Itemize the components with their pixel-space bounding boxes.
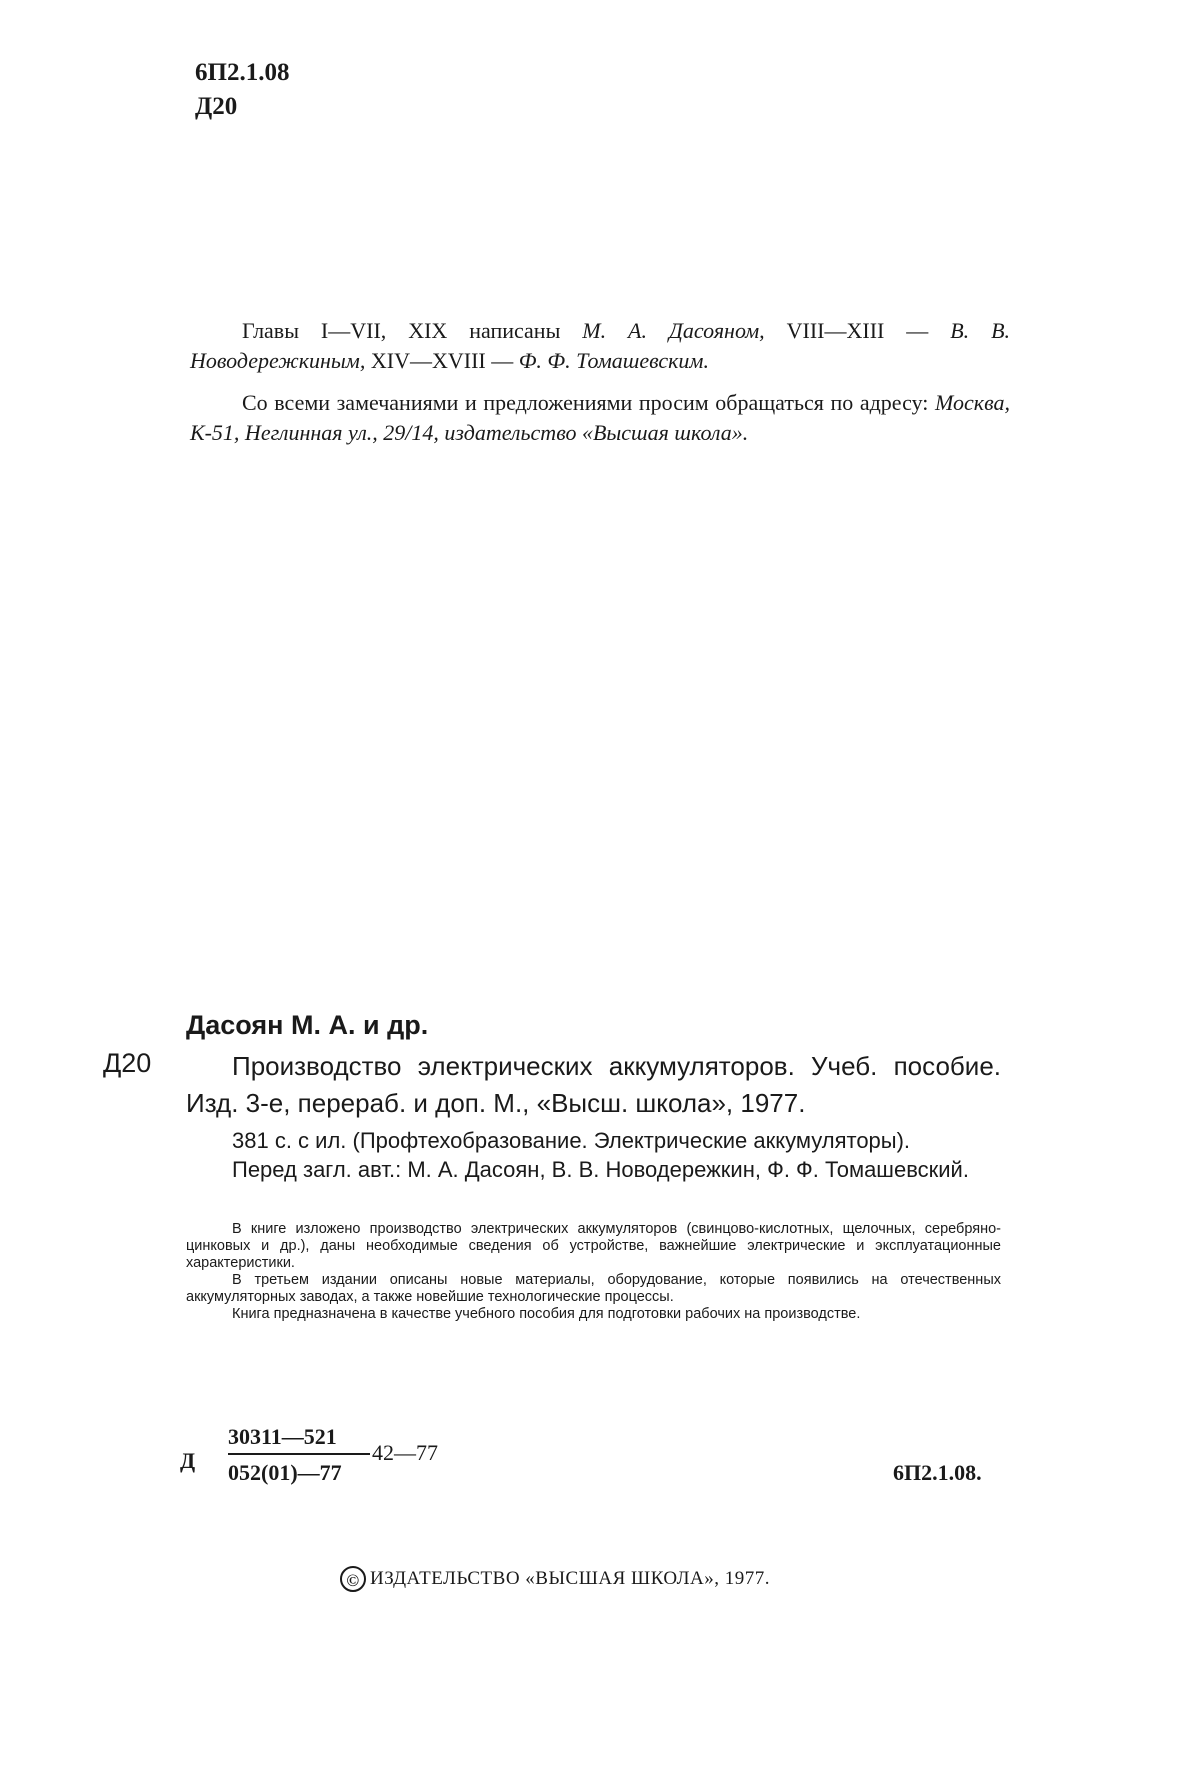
catalog-pages-series: 381 с. с ил. (Профтехобразование. Электрические аккумуляторы).: [232, 1128, 911, 1153]
copyright-line: [340, 1566, 770, 1592]
annotation-paragraph-2: В третьем издании описаны новые материалы, оборудование, которые появились на отечественных аккумуляторных заводах, а также новейшие технологические процессы.: [186, 1272, 1001, 1305]
credits-text-1: Главы I—VII, XIX написаны: [242, 318, 583, 343]
credits-text-3: XIV—XVIII —: [365, 348, 519, 373]
catalog-title: Производство электрических аккумуляторов. Учеб. пособие. Изд. 3-е, перераб. и доп. М., «Высш. школа», 1977.: [186, 1051, 1001, 1118]
copyright-text: ИЗДАТЕЛЬСТВО «ВЫСШАЯ ШКОЛА», 1977.: [370, 1568, 771, 1589]
catalog-authors-note: Перед загл. авт.: М. А. Дасоян, В. В. Новодережкин, Ф. Ф. Томашевский.: [232, 1157, 969, 1182]
fraction-line: [228, 1453, 370, 1455]
credits-block: [190, 316, 1010, 460]
publisher-address: Москва, К-51, Неглинная ул., 29/14, издательство «Высшая школа».: [190, 390, 1010, 445]
index-letter: Д: [180, 1448, 196, 1473]
udc-code: 6П2.1.08: [195, 59, 290, 86]
credits-text-2: VIII—XIII —: [764, 318, 951, 343]
author-3: Ф. Ф. Томашевским.: [518, 348, 709, 373]
annotation-paragraph-1: В книге изложено производство электрических аккумуляторов (свинцово-кислотных, щелочных, серебряно-цинковых и др.), даны необходимые сведения об устройстве, важнейшие электрические и эксплуатационные характеристики.: [186, 1221, 1001, 1271]
copyright-icon: ©: [340, 1566, 366, 1592]
udc-block: [195, 56, 289, 124]
catalog-code: Д20: [103, 1048, 152, 1078]
annotation-paragraph-3: Книга предназначена в качестве учебного пособия для подготовки рабочих на производстве.: [232, 1306, 861, 1322]
udc-code-right: 6П2.1.08.: [893, 1460, 982, 1485]
author-2: В. В. Новодережкиным,: [190, 318, 1011, 373]
annotation: [186, 1221, 1001, 1323]
catalog-meta: [186, 1126, 1001, 1184]
index-numerator: 30311—521: [228, 1424, 337, 1449]
catalog-author: Дасоян М. А. и др.: [186, 1010, 429, 1040]
contact-text: Со всеми замечаниями и предложениями просим обращаться по адресу:: [242, 390, 936, 415]
author-mark: Д20: [195, 93, 238, 120]
index-denominator: 052(01)—77: [228, 1460, 342, 1485]
chapter-credits: [190, 316, 1010, 376]
contact-note: [190, 388, 1010, 448]
index-side: 42—77: [372, 1440, 438, 1465]
author-1: М. А. Дасояном,: [582, 318, 765, 343]
